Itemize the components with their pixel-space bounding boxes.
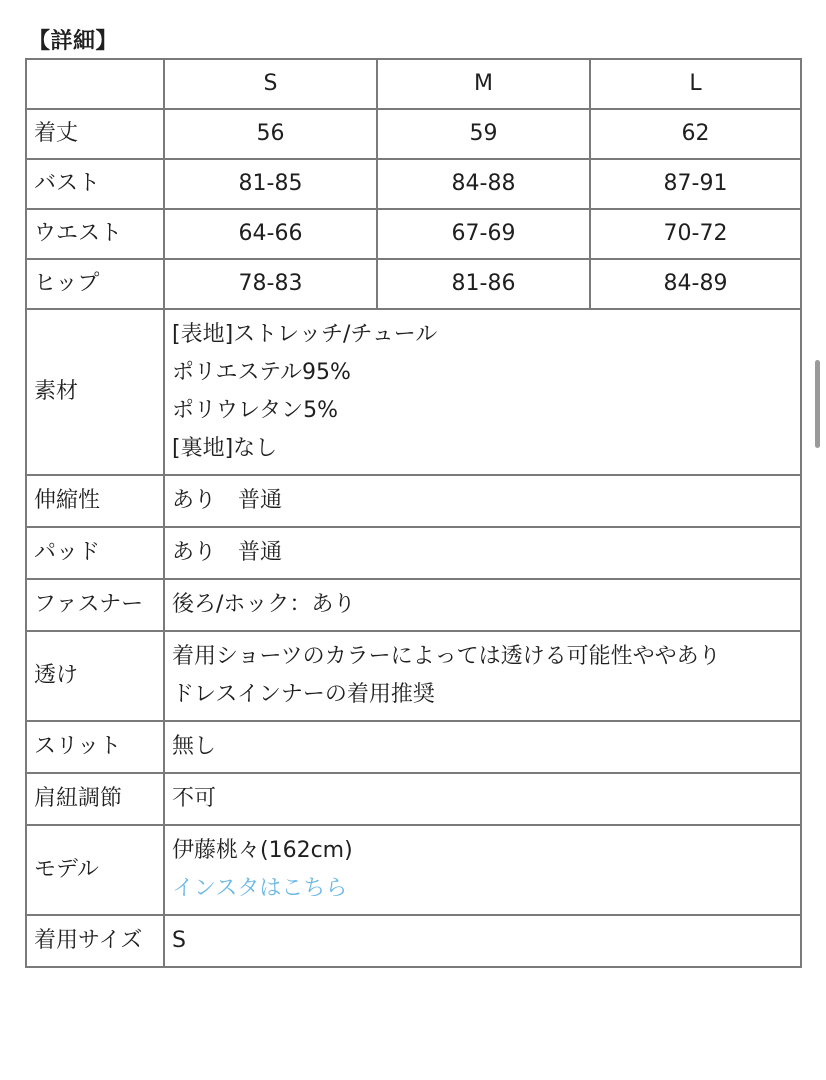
row-label: バスト — [26, 159, 164, 209]
row-label: 肩紐調節 — [26, 773, 164, 825]
detail-row-sheerness — [26, 631, 801, 721]
row-label: 素材 — [26, 309, 164, 475]
row-label: 伸縮性 — [26, 475, 164, 527]
detail-value — [164, 309, 801, 475]
size-header-m: M — [377, 59, 590, 109]
detail-line: ポリウレタン5% — [172, 398, 339, 423]
size-value: 81-85 — [164, 159, 377, 209]
detail-line: 後ろ/ホック：あり — [172, 592, 356, 617]
row-label: モデル — [26, 825, 164, 915]
detail-value — [164, 721, 801, 773]
detail-row-worn-size — [26, 915, 801, 967]
detail-row-pad — [26, 527, 801, 579]
header-empty-cell — [26, 59, 164, 109]
detail-row-zipper — [26, 579, 801, 631]
instagram-link[interactable]: インスタはこちら — [172, 876, 348, 901]
detail-row-strap-adjust — [26, 773, 801, 825]
detail-value — [164, 475, 801, 527]
size-row-hip — [26, 259, 801, 309]
scrollbar-thumb[interactable] — [815, 360, 820, 448]
detail-value — [164, 773, 801, 825]
row-label: ファスナー — [26, 579, 164, 631]
size-value: 84-89 — [590, 259, 801, 309]
size-value: 62 — [590, 109, 801, 159]
size-value: 67-69 — [377, 209, 590, 259]
detail-line: あり 普通 — [172, 540, 283, 565]
size-row-waist — [26, 209, 801, 259]
detail-line: [表地]ストレッチ/チュール — [172, 322, 438, 347]
size-row-bust — [26, 159, 801, 209]
spec-table — [25, 58, 802, 968]
detail-value — [164, 527, 801, 579]
size-header-l: L — [590, 59, 801, 109]
detail-line: 伊藤桃々(162cm) — [172, 838, 353, 863]
detail-line: あり 普通 — [172, 488, 283, 513]
detail-value — [164, 825, 801, 915]
size-header-s: S — [164, 59, 377, 109]
row-label: 着丈 — [26, 109, 164, 159]
detail-line: S — [172, 928, 186, 953]
size-header-row — [26, 59, 801, 109]
detail-value — [164, 915, 801, 967]
detail-line: 着用ショーツのカラーによっては透ける可能性ややあり — [172, 644, 721, 669]
size-value: 81-86 — [377, 259, 590, 309]
size-row-length — [26, 109, 801, 159]
detail-row-stretch — [26, 475, 801, 527]
detail-line: ポリエステル95% — [172, 360, 351, 385]
size-value: 56 — [164, 109, 377, 159]
detail-row-material — [26, 309, 801, 475]
detail-line: 無し — [172, 734, 217, 759]
row-label: スリット — [26, 721, 164, 773]
size-value: 84-88 — [377, 159, 590, 209]
detail-value — [164, 631, 801, 721]
detail-row-slit — [26, 721, 801, 773]
row-label: パッド — [26, 527, 164, 579]
row-label: 着用サイズ — [26, 915, 164, 967]
row-label: ウエスト — [26, 209, 164, 259]
detail-line: ドレスインナーの着用推奨 — [172, 682, 435, 707]
detail-line: [裏地]なし — [172, 436, 278, 461]
size-value: 70-72 — [590, 209, 801, 259]
detail-value — [164, 579, 801, 631]
size-value: 64-66 — [164, 209, 377, 259]
size-value: 78-83 — [164, 259, 377, 309]
row-label: 透け — [26, 631, 164, 721]
size-value: 59 — [377, 109, 590, 159]
row-label: ヒップ — [26, 259, 164, 309]
detail-line: 不可 — [172, 786, 217, 811]
section-title: 【詳細】 — [28, 29, 119, 54]
detail-row-model — [26, 825, 801, 915]
size-value: 87-91 — [590, 159, 801, 209]
